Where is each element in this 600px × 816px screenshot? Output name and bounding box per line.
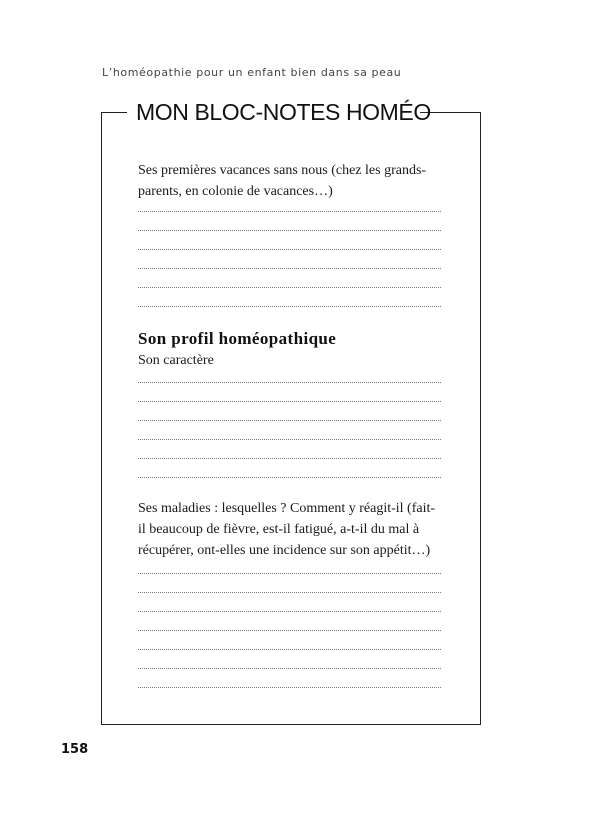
writing-line	[138, 287, 441, 288]
writing-line	[138, 611, 441, 612]
prompt-maladies: Ses maladies : lesquelles ? Comment y réagit-il (fait-il beaucoup de fièvre, est-il fatigué, a-t-il du mal à récupérer, ont-elles une incidence sur son appétit…)	[138, 501, 436, 558]
writing-line	[138, 306, 441, 307]
writing-line	[138, 458, 441, 459]
writing-line	[138, 230, 441, 231]
writing-line	[138, 439, 441, 440]
writing-line	[138, 477, 441, 478]
writing-line	[138, 630, 441, 631]
writing-line	[138, 573, 441, 574]
writing-line	[138, 668, 441, 669]
prompt-vacances: Ses premières vacances sans nous (chez les grands-parents, en colonie de vacances…)	[138, 163, 427, 199]
writing-line	[138, 382, 441, 383]
running-header: L’homéopathie pour un enfant bien dans sa peau	[102, 66, 402, 79]
writing-line	[138, 249, 441, 250]
writing-line	[138, 420, 441, 421]
writing-line	[138, 211, 441, 212]
writing-line	[138, 687, 441, 688]
notes-box-title: MON BLOC-NOTES HOMÉO	[136, 99, 431, 125]
writing-line	[138, 401, 441, 402]
section-heading: Son profil homéopathique	[138, 329, 337, 348]
writing-line	[138, 592, 441, 593]
writing-line	[138, 268, 441, 269]
prompt-caractere: Son caractère	[138, 353, 214, 368]
page-number: 158	[61, 742, 89, 757]
box-top-border-left	[101, 112, 127, 113]
notes-box	[101, 112, 481, 725]
writing-line	[138, 649, 441, 650]
